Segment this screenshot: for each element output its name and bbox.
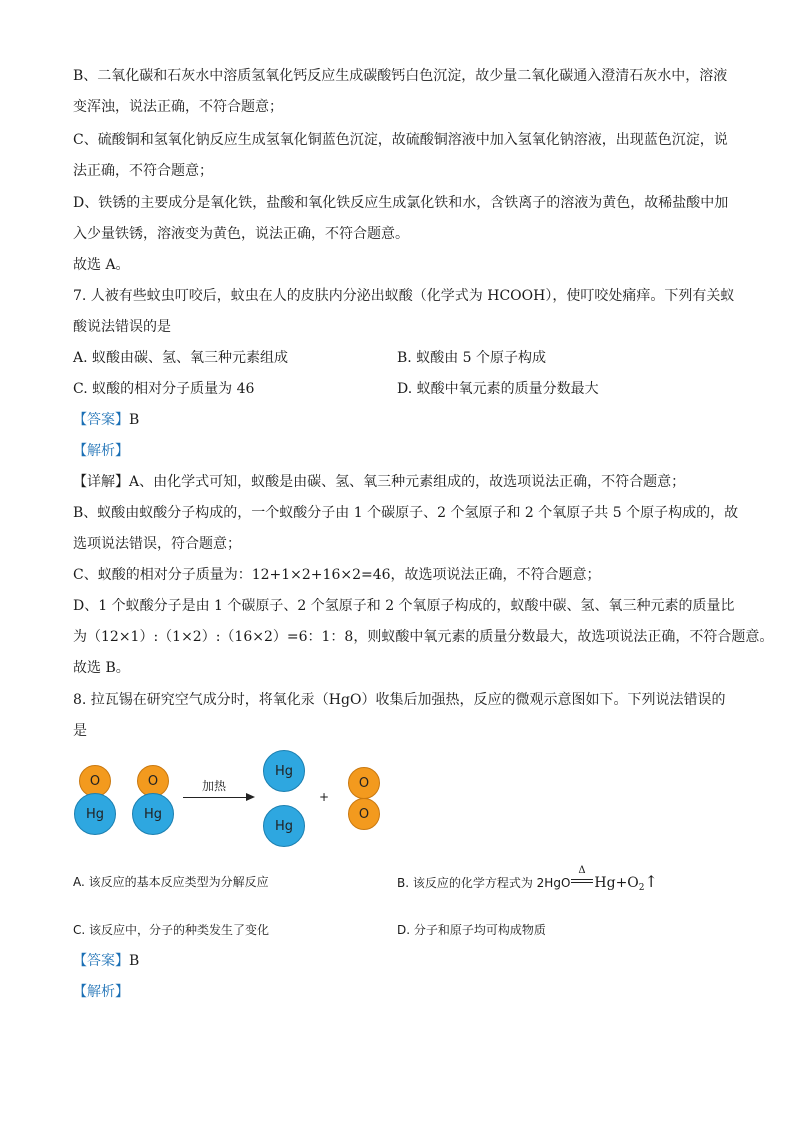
q8-option-a: A. 该反应的基本反应类型为分解反应 [73,875,269,889]
q7-detail-line: D、1 个蚁酸分子是由 1 个碳原子、2 个氢原子和 2 个氧原子构成的，蚁酸中碳、氢、氧三种元素的质量比 [73,598,735,614]
q8-analysis-tag [73,982,129,1002]
detail-text: A、由化学式可知，蚁酸是由碳、氢、氧三种元素组成的，故选项说法正确，不符合题意； [129,474,686,490]
detail-tag: 【详解】 [73,474,129,490]
answer-tag: 【答案】 [73,412,129,428]
reaction-arrow [183,797,247,798]
q7-detail-line: 为（12×1）:（1×2）:（16×2）=6：1：8，则蚁酸中氧元素的质量分数最大，故选项说法正确，不符合题意。 [73,629,774,645]
mercury-atom: Hg [263,805,305,847]
q8-option-d: D. 分子和原子均可构成物质 [397,923,546,937]
plus-sign: + [319,790,330,804]
answer-value: B [129,953,140,969]
q8-answer [73,951,139,971]
q8-option-b [397,865,658,898]
question-7-stem: 酸说法错误的是 [73,319,171,335]
q7-detail-line: B、蚁酸由蚁酸分子构成的，一个蚁酸分子由 1 个碳原子、2 个氢原子和 2 个氧原子共 5 个原子构成的，故 [73,505,739,521]
q7-answer [73,410,139,430]
equation-products: Hg+O [594,875,639,891]
text-line: C、硫酸铜和氢氧化钠反应生成氢氧化铜蓝色沉淀，故硫酸铜溶液中加入氢氧化钠溶液，出现蓝色沉淀，说 [73,132,728,148]
q7-option-d: D. 蚁酸中氧元素的质量分数最大 [397,381,599,397]
reaction-diagram [70,750,400,850]
option-b-text: B. 该反应的化学方程式为 2HgO [397,876,571,890]
mercury-atom: Hg [263,750,305,792]
oxygen-atom: O [137,765,169,797]
mercury-atom: Hg [132,793,174,835]
q7-option-c: C. 蚁酸的相对分子质量为 46 [73,381,255,397]
heat-label: 加热 [202,779,227,793]
oxygen-atom: O [348,798,380,830]
q7-detail-line: 选项说法错误，符合题意； [73,536,241,552]
text-line: 故选 A。 [73,257,130,273]
oxygen-atom: O [348,767,380,799]
analysis-tag: 【解析】 [73,984,129,1000]
text-line: 法正确，不符合题意； [73,163,213,179]
q7-analysis-tag [73,441,129,461]
q7-detail-line: C、蚁酸的相对分子质量为：12+1×2+16×2=46，故选项说法正确，不符合题意； [73,567,601,583]
text-line: D、铁锈的主要成分是氧化铁，盐酸和氧化铁反应生成氯化铁和水，含铁离子的溶液为黄色，故稀盐酸中加 [73,195,729,211]
oxygen-atom: O [79,765,111,797]
q7-option-b: B. 蚁酸由 5 个原子构成 [397,350,546,366]
question-7-stem: 7. 人被有些蚊虫叮咬后，蚊虫在人的皮肤内分泌出蚁酸（化学式为 HCOOH），使叮咬处痛痒。下列有关蚁 [73,288,735,304]
text-line: 变浑浊，说法正确，不符合题意； [73,99,283,115]
answer-value: B [129,412,140,428]
subscript: 2 [638,883,645,893]
q8-option-c: C. 该反应中，分子的种类发生了变化 [73,923,270,937]
q7-detail-line: 故选 B。 [73,660,130,676]
answer-tag: 【答案】 [73,953,129,969]
arrow-head-icon [246,793,255,801]
text-line: B、二氧化碳和石灰水中溶质氢氧化钙反应生成碳酸钙白色沉淀，故少量二氧化碳通入澄清石灰水中，溶液 [73,68,728,84]
gas-arrow-icon: ↑ [644,872,658,891]
delta-symbol: Δ [578,865,586,876]
question-8-stem: 8. 拉瓦锡在研究空气成分时，将氧化汞（HgO）收集后加强热，反应的微观示意图如下。下列说法错误的 [73,692,726,708]
question-8-stem: 是 [73,723,87,739]
equation-arrow [570,865,594,893]
analysis-tag: 【解析】 [73,443,129,459]
text-line: 入少量铁锈，溶液变为黄色，说法正确，不符合题意。 [73,226,409,242]
q7-detail-line [73,472,685,492]
mercury-atom: Hg [74,793,116,835]
q7-option-a: A. 蚁酸由碳、氢、氧三种元素组成 [73,350,289,366]
